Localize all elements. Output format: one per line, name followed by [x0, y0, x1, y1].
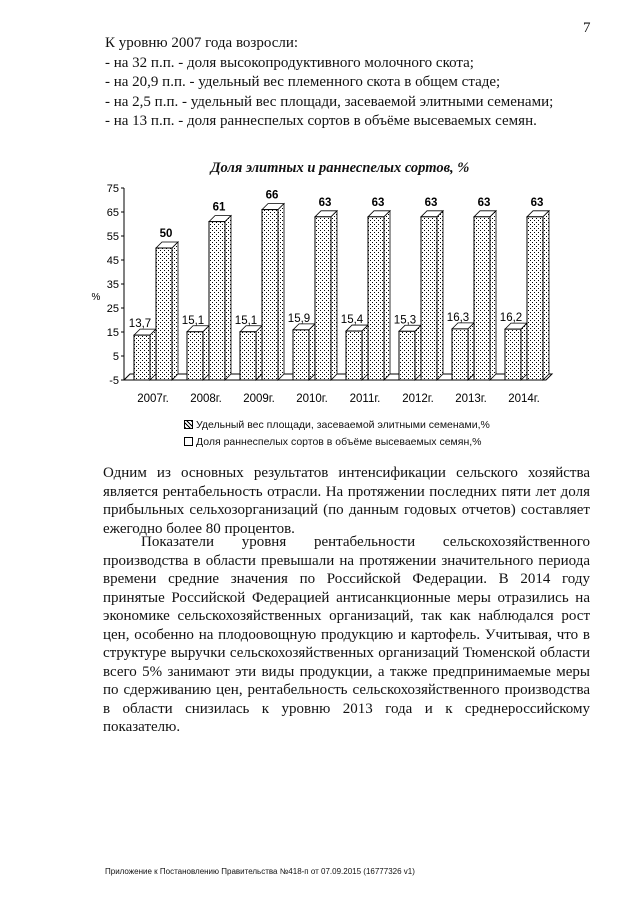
- x-tick-label: 2009г.: [243, 393, 275, 405]
- data-label-early: 63: [530, 196, 544, 209]
- x-tick-label: 2011г.: [349, 393, 381, 405]
- bar-elite: [452, 329, 468, 380]
- bar-elite: [399, 331, 415, 380]
- page-number: 7: [583, 20, 591, 36]
- data-label-elite: 13,7: [128, 318, 152, 331]
- legend-swatch-elite: [184, 420, 193, 429]
- y-tick-label: 25: [106, 303, 119, 315]
- data-label-elite: 16,2: [499, 312, 523, 325]
- legend-item-elite: [184, 416, 490, 433]
- bar-elite: [293, 330, 309, 380]
- data-label-early: 63: [371, 196, 385, 209]
- bar-early: [262, 210, 278, 380]
- data-label-early: 63: [318, 196, 332, 209]
- bar-early: [527, 217, 543, 380]
- bar-elite-side: [415, 325, 421, 380]
- bar-early-side: [490, 211, 496, 380]
- chart-legend: [184, 416, 490, 450]
- bar-elite: [240, 332, 256, 380]
- x-tick-label: 2014г.: [508, 393, 540, 405]
- y-tick-label: 5: [112, 351, 119, 363]
- bar-elite: [346, 331, 362, 380]
- y-axis-label: %: [91, 292, 101, 303]
- bar-early: [421, 217, 437, 380]
- data-label-elite: 15,9: [287, 312, 311, 325]
- intro-heading: К уровню 2007 года возросли:: [105, 35, 299, 51]
- legend-label-early: Доля раннеспелых сортов в объёме высеваемых семян,%: [196, 435, 482, 448]
- x-tick-label: 2012г.: [402, 393, 434, 405]
- data-label-elite: 15,4: [340, 314, 364, 327]
- bar-elite-side: [362, 325, 368, 380]
- bar-early-side: [384, 211, 390, 380]
- y-tick-label: -5: [109, 375, 119, 387]
- data-label-elite: 15,3: [393, 314, 417, 327]
- y-tick-label: 45: [106, 255, 119, 267]
- paragraph-profitability: Одним из основных результатов интенсификации сельского хозяйства является рентабельность отрасли. На протяжении последних пяти лет доля прибыльных сельхозорганизаций (по данным годовых отчетов) составляет ежегодно более 80 процентов.: [103, 465, 590, 537]
- bar-elite-side: [203, 326, 209, 380]
- bar-elite-side: [256, 326, 262, 380]
- y-tick-label: 55: [106, 231, 119, 243]
- bar-elite-side: [521, 323, 527, 380]
- bar-elite: [134, 335, 150, 380]
- bar-elite: [187, 332, 203, 380]
- data-label-early: 50: [159, 228, 173, 240]
- bar-elite: [505, 329, 521, 380]
- footer-note: Приложение к Постановлению Правительства №418-п от 07.09.2015 (16777326 v1): [105, 867, 415, 876]
- x-tick-label: 2007г.: [137, 393, 169, 405]
- intro-item: - на 20,9 п.п. - удельный вес племенного скота в общем стаде;: [105, 74, 501, 90]
- y-tick-label: 15: [106, 327, 119, 339]
- bar-early-side: [225, 216, 231, 380]
- bar-early-side: [172, 242, 178, 380]
- x-tick-label: 2008г.: [190, 393, 222, 405]
- data-label-early: 61: [212, 201, 226, 214]
- data-label-early: 63: [477, 196, 491, 209]
- bar-chart-svg: [82, 180, 562, 408]
- legend-swatch-early: [184, 437, 193, 446]
- y-tick-label: 65: [106, 207, 119, 219]
- paragraph-rentability: Показатели уровня рентабельности сельскохозяйственного производства в области превышали на протяжении значительного периода времени средние значения по Российской Федерации. В 2014 году принятые Российской Федерацией антисанкционные меры отразились на экономике сельскохозяйственных организаций, так как наблюдался рост цен, особенно на плодоовощную продукцию и картофель. Учитывая, что в структуре выручки сельскохозяйственных организаций Тюменской области всего 5% занимают эти виды продукции, а также предпринимаемые меры по сдерживанию цен, рентабельность сельскохозяйственного производства в области снизилась к уровню 2013 года и к среднероссийскому показателю.: [103, 534, 590, 735]
- bar-early-side: [543, 211, 549, 380]
- intro-item: - на 13 п.п. - доля раннеспелых сортов в объёме высеваемых семян.: [105, 113, 537, 129]
- bar-chart: [82, 180, 562, 413]
- data-label-elite: 15,1: [234, 314, 258, 327]
- bar-early-side: [331, 211, 337, 380]
- data-label-early: 63: [424, 196, 438, 209]
- bar-elite-side: [468, 323, 474, 380]
- data-label-elite: 15,1: [181, 314, 205, 327]
- intro-item: - на 32 п.п. - доля высокопродуктивного молочного скота;: [105, 54, 474, 71]
- x-tick-label: 2010г.: [296, 393, 328, 405]
- bar-early: [368, 217, 384, 380]
- y-tick-label: 75: [106, 183, 119, 195]
- legend-item-early: [184, 433, 490, 450]
- y-tick-label: 35: [106, 279, 119, 291]
- bar-elite-side: [150, 329, 156, 380]
- x-tick-label: 2013г.: [455, 393, 487, 405]
- bar-early-side: [437, 211, 443, 380]
- intro-item: - на 2,5 п.п. - удельный вес площади, засеваемой элитными семенами;: [105, 93, 554, 110]
- bar-elite-side: [309, 324, 315, 380]
- bar-early: [315, 217, 331, 380]
- bar-early: [209, 222, 225, 380]
- chart-title: Доля элитных и раннеспелых сортов, %: [210, 160, 470, 176]
- data-label-elite: 16,3: [446, 311, 470, 324]
- data-label-early: 66: [265, 189, 279, 202]
- bar-early-side: [278, 204, 284, 380]
- legend-label-elite: Удельный вес площади, засеваемой элитными семенами,%: [196, 418, 490, 431]
- intro-list: [105, 34, 585, 132]
- bar-early: [156, 248, 172, 380]
- bar-early: [474, 217, 490, 380]
